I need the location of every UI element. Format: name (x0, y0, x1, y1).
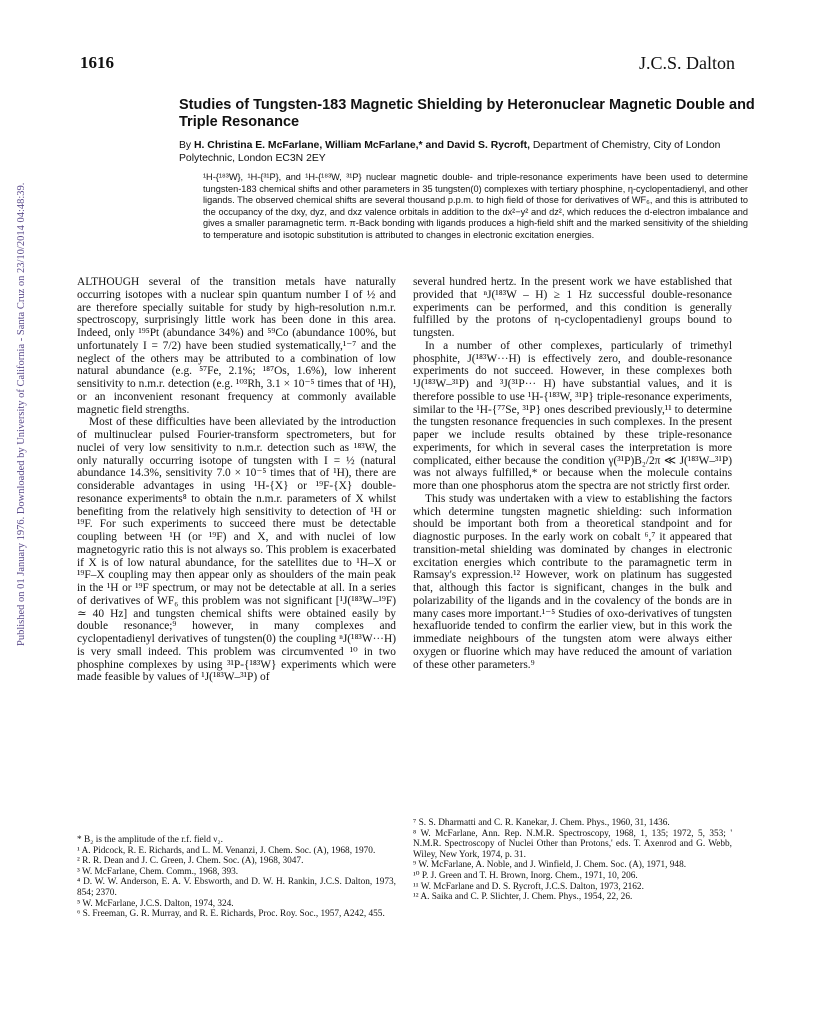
page-number: 1616 (80, 53, 114, 72)
abstract: ¹H-{¹⁸³W}, ¹H-{³¹P}, and ¹H-{¹⁸³W, ³¹P} nuclear magnetic double- and triple-resonance experiments have been used to determine tungsten-183 chemical shifts and other parameters in 35 tungsten(0) complexes with tertiary phosphine, η-cyclopentadienyl, and other ligands. The observed chemical shifts are several thousand p.p.m. to high field of those for derivatives of WF₆, and this is attributed to the occupancy of the dxy, dyz, and dxz valence orbitals in addition to the dx²−y² and dz², which reduces the d-electron imbalance and gives a smaller paramagnetic term. π-Back bonding with ligands produces a high-field shift and the marked sensitivity of the shielding to temperature and isotopic substitution is attributed to changes in electronic excitation energies. (203, 172, 748, 240)
footnote: ⁴ D. W. W. Anderson, E. A. V. Ebsworth, and D. W. H. Rankin, J.C.S. Dalton, 1973, 854; 2370. (77, 877, 396, 898)
right-column (413, 276, 732, 671)
affiliation: Department of Chemistry, City of London Polytechnic, London EC3N 2EY (179, 140, 721, 164)
paper-title: Studies of Tungsten-183 Magnetic Shielding by Heteronuclear Magnetic Double and Triple Resonance (179, 97, 755, 130)
footnote: ¹² A. Saika and C. P. Slichter, J. Chem. Phys., 1954, 22, 26. (413, 892, 633, 903)
left-column (77, 276, 396, 684)
body-paragraph: several hundred hertz. In the present work we have established that provided that ⁿJ(¹⁸³W – H) ≥ 1 Hz successful double-resonance experiments can be performed, and this condition is generally fulfilled by the protons of η-cyclopentadienyl groups bound to tungsten. (413, 276, 732, 339)
publication-note[interactable]: Published on 01 January 1976. Downloaded by University of California - Santa Cruz on 23/10/2014 04:48:39. (16, 182, 27, 646)
footnote: ⁶ S. Freeman, G. R. Murray, and R. E. Richards, Proc. Roy. Soc., 1957, A242, 455. (77, 909, 385, 920)
footnotes-right (413, 818, 732, 903)
footnote: ² R. R. Dean and J. C. Green, J. Chem. Soc. (A), 1968, 3047. (77, 856, 304, 867)
footnote: * B₂ is the amplitude of the r.f. field ν₂. (77, 835, 223, 845)
footnote: ⁷ S. S. Dharmatti and C. R. Kanekar, J. Chem. Phys., 1960, 31, 1436. (413, 818, 670, 828)
publication-sidebar (2, 150, 27, 650)
footnote: ¹ A. Pidcock, R. E. Richards, and L. M. Venanzi, J. Chem. Soc. (A), 1968, 1970. (77, 845, 376, 856)
author-block (179, 139, 749, 165)
body-paragraph: In a number of other complexes, particularly of trimethyl phosphite, J(¹⁸³W···H) is effectively zero, and double-resonance experiments do not succeed. However, in these complexes both ¹J(¹⁸³W–³¹P) and ³J(³¹P··· H) have substantial values, and it is therefore possible to use ¹H-{¹⁸³W, ³¹P} triple-resonance experiments, similar to the ¹H-{⁷⁷Se, ³¹P} ones described previously,¹¹ to determine the tungsten resonance frequencies in such complexes. In the present paper we include results obtained by these triple-resonance experiments, for which in several cases the interpretation is more complicated, either because the condition γ(³¹P)B₂/2π ≪ J(¹⁸³W–³¹P) was not always fulfilled,* or because when the molecule contains more than one phosphorus atom the spectra are not strictly first order. (413, 339, 732, 492)
footnote: ³ W. McFarlane, Chem. Comm., 1968, 393. (77, 866, 239, 877)
journal-name: J.C.S. Dalton (638, 53, 735, 73)
footnote: ⁵ W. McFarlane, J.C.S. Dalton, 1974, 324. (77, 898, 234, 909)
body-paragraph: This study was undertaken with a view to establishing the factors which determine tungsten magnetic shielding: such information should be important both from a theoretical standpoint and for diagnostic purposes. In the early work on cobalt ⁶,⁷ it appeared that transition-metal shielding was dominated by changes in electronic excitation energies which contribute to the paramagnetic term in Ramsay's expression.¹² However, work on platinum has suggested that, although this factor is significant, changes in the bulk and polarizability of the ligands and in the covalency of the bonds are in many cases more important.¹⁻⁵ Studies of oxo-derivatives of tungsten hexafluoride tended to confirm the earlier view, but in this work the immediate neighbours of the tungsten atom were always either oxygen or fluorine which may have reduced the amount of variation of these other parameters.⁹ (413, 492, 732, 671)
footnotes-left (77, 835, 396, 920)
author-names: H. Christina E. McFarlane, William McFarlane,* and David S. Rycroft, (194, 140, 530, 151)
footnote: ⁹ W. McFarlane, A. Noble, and J. Winfield, J. Chem. Soc. (A), 1971, 948. (413, 860, 687, 871)
footnote: ¹¹ W. McFarlane and D. S. Rycroft, J.C.S. Dalton, 1973, 2162. (413, 881, 644, 892)
footnote: ¹⁰ P. J. Green and T. H. Brown, Inorg. Chem., 1971, 10, 206. (413, 870, 638, 881)
by-label: By (179, 140, 192, 151)
body-paragraph: ALTHOUGH several of the transition metals have naturally occurring isotopes with a nuclear spin quantum number I of ½ and are therefore specially suitable for study by high-resolution n.m.r. spectroscopy, surprisingly little work has been done in this area. Indeed, only ¹⁹⁵Pt (abundance 34%) and ⁵⁹Co (abundance 100%, but unfortunately I = 7/2) have been studied systematically,¹⁻⁷ and the neglect of the others may be attributed to a combination of low natural abundance (e.g. ⁵⁷Fe, 2.1%; ¹⁸⁷Os, 1.6%), low inherent sensitivity to n.m.r. detection (e.g. ¹⁰³Rh, 3.1 × 10⁻⁵ times that of ¹H), or an inconvenient resonant frequency at commonly available magnetic field strengths. (77, 276, 396, 416)
body-paragraph: Most of these difficulties have been alleviated by the introduction of multinuclear pulsed Fourier-transform spectrometers, but for nuclei of very low sensitivity to n.m.r. detection such as ¹⁸³W, the only naturally occurring isotope of tungsten with I = ½ (natural abundance 14.3%, sensitivity 7.0 × 10⁻⁵ times that of ¹H), there are considerable advantages in using ¹H-{X} or ¹⁹F-{X} double-resonance experiments⁸ to obtain the n.m.r. parameters of X whilst benefiting from the relatively high sensitivity to detection of ¹H or ¹⁹F. For such experiments to succeed there must be detectable coupling between ¹H (or ¹⁹F) and X, and with nuclei of low magnetogyric ratio this is not always so. This problem is exacerbated if X is of low natural abundance, for the satellites due to ¹H–X or ¹⁹F–X coupling may then appear only as shoulders of the main peak in the ¹H or ¹⁹F spectrum, or may not be detectable at all. In a series of derivatives of WF₆ this problem was not significant [¹J(¹⁸³W–¹⁹F) ≃ 40 Hz] and tungsten chemical shifts were obtained easily by double resonance;⁹ however, in many complexes and cyclopentadienyl derivatives of tungsten(0) the coupling ⁿJ(¹⁸³W···H) is very small indeed. This problem was circumvented ¹⁰ in two phosphine complexes by using ³¹P-{¹⁸³W} experiments which were made feasible by values of ¹J(¹⁸³W–³¹P) of (77, 416, 396, 684)
footnote: ⁸ W. McFarlane, Ann. Rep. N.M.R. Spectroscopy, 1968, 1, 135; 1972, 5, 353; ' N.M.R. Spectroscopy of Nuclei Other than Protons,' eds. T. Axenrod and G. Webb, Wiley, New York, 1974, p. 31. (413, 828, 732, 860)
